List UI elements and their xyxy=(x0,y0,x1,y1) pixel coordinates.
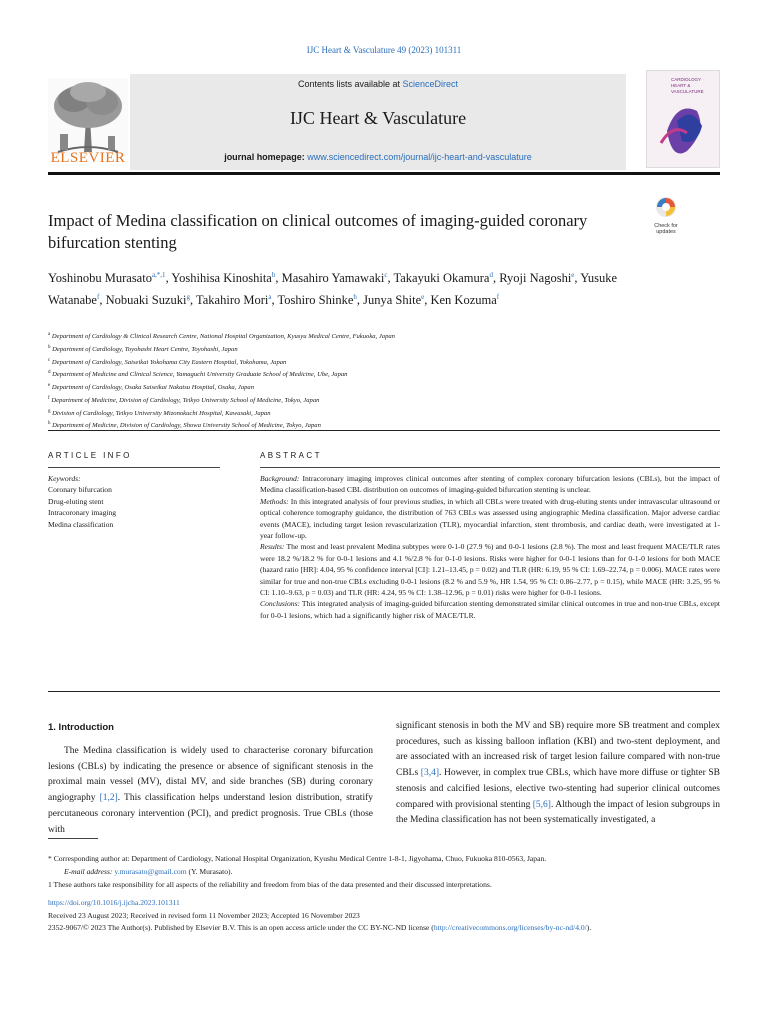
publication-info xyxy=(48,897,720,935)
author-contribution-note: 1 These authors take responsibility for all aspects of the reliability and freedom from bias of the data presented and their discussed interpretations. xyxy=(48,880,492,889)
affiliation-text: Department of Cardiology & Clinical Research Centre, National Hospital Organization, Kyusyu Medical Centre, Fukuoka, Japan xyxy=(51,333,395,341)
author-separator: , xyxy=(356,293,364,308)
affiliation-item xyxy=(48,368,688,381)
abstract-background xyxy=(260,473,720,496)
author-name[interactable]: Junya Shite xyxy=(363,293,422,308)
author-separator: , xyxy=(271,293,278,308)
affiliation-text: Department of Medicine, Division of Cardiology, Showa University School of Medicine, Tokyo, Japan xyxy=(52,422,321,430)
author-name[interactable]: Ryoji Nagoshi xyxy=(499,271,572,286)
author-affiliation-marker[interactable]: b xyxy=(271,271,276,279)
author-affiliation-marker[interactable]: a xyxy=(268,293,272,302)
author-separator: , xyxy=(189,293,196,308)
affiliation-marker: f xyxy=(48,395,50,401)
check-updates-line2: updates xyxy=(656,229,676,235)
footnote-rule xyxy=(48,838,98,839)
author-affiliation-marker[interactable]: h xyxy=(353,293,357,302)
contents-line xyxy=(130,79,626,89)
author-separator: , xyxy=(574,271,581,286)
journal-masthead xyxy=(48,70,720,172)
keyword-item: Intracoronary imaging xyxy=(48,508,117,518)
conclusions-text: This integrated analysis of imaging-guided bifurcation stenting demonstrated similar clinical outcomes in true and non-true CBLs, except for 0-0-1 lesions, which had a significantly higher risk of MACE/TLR. xyxy=(260,599,720,620)
affiliation-item xyxy=(48,394,688,407)
author-affiliation-marker[interactable]: c xyxy=(384,271,388,279)
affiliation-item xyxy=(48,356,688,369)
license-line xyxy=(48,922,720,935)
footnotes xyxy=(48,852,720,891)
affiliation-marker: b xyxy=(48,344,51,350)
affiliation-marker: a xyxy=(48,332,51,337)
author-name[interactable]: Ken Kozuma xyxy=(430,293,497,308)
abstract-body xyxy=(260,473,720,621)
author-separator: , xyxy=(424,293,431,308)
background-label: Background: xyxy=(260,474,300,483)
doi-link[interactable]: https://doi.org/10.1016/j.ijcha.2023.101311 xyxy=(48,898,180,907)
keywords-label: Keywords: xyxy=(48,474,81,483)
conclusions-label: Conclusions: xyxy=(260,599,301,609)
affiliation-marker: c xyxy=(48,357,51,363)
author-separator: , xyxy=(275,271,282,286)
author-name[interactable]: Yoshinobu Murasato xyxy=(48,271,152,286)
author-name[interactable]: Yusuke Watanabe xyxy=(48,271,618,308)
homepage-line xyxy=(130,152,626,162)
affiliation-marker: d xyxy=(48,370,51,376)
intro-text: . This classification helps understand lesion distribution, stratify percutaneous coronary intervention (PCI), and predict prognosis. True CBLs (those with xyxy=(48,793,373,835)
methods-label: Methods: xyxy=(260,496,289,506)
author-list xyxy=(48,266,668,310)
section-rule xyxy=(48,691,720,692)
sciencedirect-link[interactable]: ScienceDirect xyxy=(402,79,459,89)
author-separator: , xyxy=(492,271,500,286)
check-for-updates-badge[interactable] xyxy=(646,196,686,235)
author-affiliation-marker[interactable]: e xyxy=(421,293,425,302)
author-separator: , xyxy=(387,271,394,286)
author-name[interactable]: Takahiro Mori xyxy=(196,293,269,308)
keywords-block xyxy=(48,473,228,530)
cover-line-1: CARDIOLOGY xyxy=(671,77,702,82)
affiliation-item xyxy=(48,343,688,356)
results-text: The most and least prevalent Medina subtypes were 0-1-0 (27.9 %) and 0-0-1 lesions (2.8 %). The most and least frequent MACE/TLR rates were 18.2 %/18.2 % for 0-0-1 lesions and 4.1 %/2.8 % for 0-1-0 lesions. Risks were higher for 0-0-1 lesions than for 0-1-0 lesions for both MACE (hazard ratio [HR]: 4.04, 95 % confidence interval [CI]: 1.21–13.45, p = 0.02) and TLR (HR: 6.19, 95 % CI: 1.69–22.74, p = 0.006). MACE rates were similar for true and non-true CBLs excluding 0-0-1 lesions (8.2 % and 5.9 %, HR 1.54, 95 % CI: 0.86–2.77, p = 0.15), while MACE (HR: 3.25, 95 % CI: 1.10–9.63, p = 0.03) and TLR (HR: 4.24, 95 % CI: 1.38–12.96, p = 0.01) risks were higher for 0-0-1 lesions. xyxy=(260,542,720,598)
affiliation-text: Department of Cardiology, Toyohashi Heart Centre, Toyohashi, Japan xyxy=(52,345,238,353)
intro-text: The Medina classification is widely used to characterise coronary bifurcation lesions (CBLs) by indicating the presence or absence of significant stenosis in the proximal main vessel (MV), distal MV, and side branches (SB) during coronary angiography xyxy=(48,746,373,804)
author-affiliation-marker[interactable]: f xyxy=(496,293,500,302)
email-suffix: (Y. Murasato). xyxy=(186,867,233,876)
license-prefix: 2352-9067/© 2023 The Author(s). Published by Elsevier B.V. This is an open access article under the CC BY-NC-ND license ( xyxy=(48,923,434,933)
email-line xyxy=(64,865,720,878)
author-name[interactable]: Yoshihisa Kinoshita xyxy=(171,271,272,286)
homepage-link[interactable]: www.sciencedirect.com/journal/ijc-heart-and-vasculature xyxy=(307,152,532,162)
email-link[interactable]: y.murasato@gmail.com xyxy=(114,867,187,876)
author-affiliation-marker[interactable]: f xyxy=(96,293,100,302)
keyword-item: Drug-eluting stent xyxy=(48,496,104,506)
author-separator: , xyxy=(165,271,172,286)
masthead-rule xyxy=(48,172,720,175)
contents-prefix: Contents lists available at xyxy=(297,79,403,89)
article-title: Impact of Medina classification on clinical outcomes of imaging-guided coronary bifurcation stenting xyxy=(48,211,588,252)
affiliation-marker: h xyxy=(48,421,51,427)
email-label: E-mail address: xyxy=(64,867,115,876)
check-updates-line1: Check for xyxy=(654,223,678,229)
section-rule xyxy=(48,430,720,431)
keyword-item: Medina classification xyxy=(48,519,114,529)
keyword-item: Coronary bifurcation xyxy=(48,485,112,495)
intro-text: . However, in complex true CBLs, which have more diffuse or tighter SB stenosis and calcified lesions, elective two-stenting had superior clinical outcomes compared with provisional stenting xyxy=(396,768,720,810)
elsevier-wordmark[interactable]: ELSEVIER xyxy=(50,150,126,166)
article-info-rule xyxy=(48,467,220,468)
affiliation-text: Department of Medicine, Division of Cardiology, Teikyo University School of Medicine, Tokyo, Japan xyxy=(51,397,320,405)
article-info-heading: ARTICLE INFO xyxy=(48,451,132,460)
abstract-conclusions xyxy=(260,598,720,621)
journal-name: IJC Heart & Vasculature xyxy=(289,108,467,128)
cover-title xyxy=(671,77,704,95)
abstract-results xyxy=(260,541,720,598)
intro-text: significant stenosis in both the MV and SB) require more SB treatment and complex procedures, such as kissing balloon inflation (KBI) and two-stent deployment, and are associated with an increased risk of target lesion failure compared with non-true CBLs xyxy=(396,721,720,779)
introduction-heading: 1. Introduction xyxy=(48,722,114,733)
affiliation-item xyxy=(48,381,688,394)
intro-text: . Although the impact of lesion subgroups in the Medina classification has not been systematically investigated, a xyxy=(396,799,720,826)
author-affiliation-marker[interactable]: a,*,1 xyxy=(151,271,166,279)
affiliation-text: Department of Medicine and Clinical Science, Yamaguchi University Graduate School of Medicine, Ube, Japan xyxy=(52,371,348,379)
author-name[interactable]: Masahiro Yamawaki xyxy=(281,271,385,286)
homepage-label: journal homepage: xyxy=(224,152,308,162)
received-dates: Received 23 August 2023; Received in revised form 11 November 2023; Accepted 16 November 2023 xyxy=(48,910,360,920)
background-text: Intracoronary imaging improves clinical outcomes after stenting of complex coronary bifurcation lesions (CBLs), but the impact of Medina classification-based CBL distribution on outcomes of imaging-guided bifurcation stenting is unclear. xyxy=(260,474,720,495)
author-separator: , xyxy=(99,293,106,308)
body-column-right xyxy=(396,719,720,829)
affiliation-text: Division of Cardiology, Teikyo University Mizonokuchi Hospital, Kawasaki, Japan xyxy=(52,409,271,417)
journal-cover-image[interactable] xyxy=(646,70,720,168)
author-affiliation-marker[interactable]: d xyxy=(489,271,493,279)
body-column-left xyxy=(48,744,373,838)
affiliation-text: Department of Cardiology, Saiseikai Yokohama City Eastern Hospital, Yokohama, Japan xyxy=(51,358,287,366)
reference-link[interactable]: [3,4] xyxy=(420,768,439,779)
masthead-box xyxy=(130,74,626,170)
affiliation-text: Department of Cardiology, Osaka Saiseikai Nakatsu Hospital, Osaka, Japan xyxy=(51,384,255,392)
abstract-methods xyxy=(260,496,720,542)
author-affiliation-marker[interactable]: g xyxy=(186,293,190,302)
affiliation-marker: g xyxy=(48,408,51,414)
affiliation-list xyxy=(48,330,688,432)
corresponding-author-note: * Corresponding author at: Department of Cardiology, National Hospital Organization, Kyushu Medical Centre 1-8-1, Jigyohama, Chuo, Fukuoka 810-0563, Japan. xyxy=(48,854,547,863)
affiliation-item xyxy=(48,407,688,420)
affiliation-marker: e xyxy=(48,383,51,389)
cover-line-3: VASCULATURE xyxy=(671,89,704,94)
abstract-heading: ABSTRACT xyxy=(260,451,322,460)
author-name[interactable]: Nobuaki Suzuki xyxy=(105,293,187,308)
license-link[interactable]: http://creativecommons.org/licenses/by-nc-nd/4.0/ xyxy=(433,923,587,933)
license-suffix: ). xyxy=(586,923,592,933)
author-name[interactable]: Toshiro Shinke xyxy=(277,293,354,308)
author-name[interactable]: Takayuki Okamura xyxy=(393,271,490,286)
reference-link[interactable]: [1,2] xyxy=(99,793,118,804)
methods-text: In this integrated analysis of four previous studies, in which all CBLs were treated with drug-eluting stents under intravascular ultrasound or optical coherence tomography guidance, the distribution of 763 CBLs was assessed using angiographic Medina classification. Major adverse cardiac events (MACE), including target lesion revascularization (TLR), myocardial infarction, stent thrombosis, and cardiac death, were investigated at 1-year follow-up. xyxy=(260,496,720,541)
running-head[interactable]: IJC Heart & Vasculature 49 (2023) 101311 xyxy=(306,45,462,55)
cover-line-2: HEART & xyxy=(671,83,691,88)
results-label: Results: xyxy=(260,542,285,552)
abstract-rule xyxy=(260,467,720,468)
affiliation-item xyxy=(48,330,688,343)
check-updates-icon xyxy=(646,196,686,218)
reference-link[interactable]: [5,6] xyxy=(532,799,551,810)
author-affiliation-marker[interactable]: e xyxy=(571,271,575,279)
